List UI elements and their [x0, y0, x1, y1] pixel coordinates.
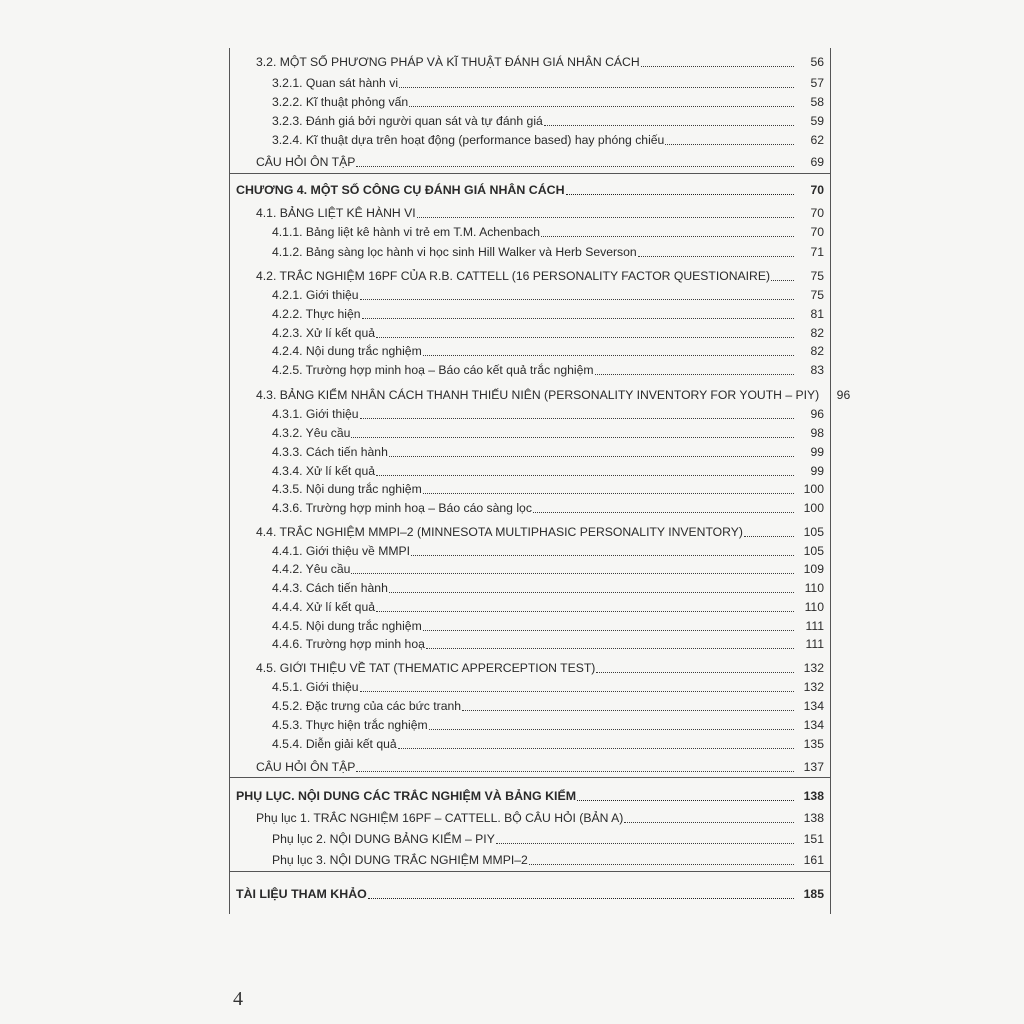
toc-section-row [230, 385, 851, 405]
toc-entry-title: 3.2.3. Đánh giá bởi người quan sát và tự đánh giá [272, 114, 543, 128]
toc-subsection-row [230, 341, 830, 361]
toc-entry-page: 132 [803, 680, 824, 694]
toc-subsection-row [230, 634, 830, 654]
toc-entry-title: 4.4.4. Xử lí kết quả [272, 600, 376, 614]
toc-entry-title: CÂU HỎI ÔN TẬP [256, 760, 356, 774]
toc-entry-page: 161 [803, 853, 824, 867]
toc-entry-title: 4.2.3. Xử lí kết quả [272, 326, 376, 340]
dot-leader [411, 554, 794, 556]
dot-leader [389, 455, 794, 457]
section-divider [230, 871, 830, 872]
toc-subsection-row [230, 323, 830, 343]
toc-entry-page: 59 [810, 114, 824, 128]
toc-entry-page: 69 [810, 155, 824, 169]
toc-subsection-row [230, 541, 830, 561]
section-divider [230, 777, 830, 778]
dot-leader [376, 336, 794, 338]
toc-entry-title: Phụ lục 1. TRẮC NGHIỆM 16PF – CATTELL. BỘ CÂU HỎI (BẢN A) [256, 811, 624, 825]
dot-leader [376, 474, 794, 476]
toc-entry-page: 110 [804, 581, 824, 595]
toc-entry-title: 4.5.1. Giới thiệu [272, 680, 359, 694]
toc-entry-page: 109 [803, 562, 824, 576]
toc-entry-title: 4.4.2. Yêu cầu [272, 562, 351, 576]
toc-subsection-row [230, 404, 830, 424]
dot-leader [417, 216, 794, 218]
toc-entry-title: 4.2. TRẮC NGHIỆM 16PF CỦA R.B. CATTELL (16 PERSONALITY FACTOR QUESTIONAIRE) [256, 269, 771, 283]
dot-leader [426, 647, 794, 649]
toc-entry-page: 58 [810, 95, 824, 109]
dot-leader [351, 572, 794, 574]
toc-entry-title: 4.1.2. Bảng sàng lọc hành vi học sinh Hill Walker và Herb Severson [272, 245, 637, 259]
toc-entry-page: 134 [803, 699, 824, 713]
toc-entry-title: 4.3.4. Xử lí kết quả [272, 464, 376, 478]
page-number: 4 [233, 988, 243, 1010]
toc-entry-title: 4.5. GIỚI THIỆU VỀ TAT (THEMATIC APPERCEPTION TEST) [256, 661, 596, 675]
toc-entry-page: 75 [810, 288, 824, 302]
toc-subsection-row [230, 73, 830, 93]
toc-entry-title: 4.3.6. Trường hợp minh hoạ – Báo cáo sàng lọc [272, 501, 532, 515]
toc-entry-page: 110 [804, 600, 824, 614]
toc-entry-title: 4.5.2. Đặc trưng của các bức tranh [272, 699, 462, 713]
toc-entry-page: 138 [803, 789, 824, 803]
toc-subsection-row [230, 578, 830, 598]
toc-subsection-row [230, 242, 830, 262]
toc-entry-title: PHỤ LỤC. NỘI DUNG CÁC TRẮC NGHIỆM VÀ BẢNG KIỂM [236, 789, 577, 803]
toc-entry-title: 4.3.3. Cách tiến hành [272, 445, 388, 459]
toc-entry-page: 185 [803, 887, 824, 901]
toc-subsection-row [230, 559, 830, 579]
toc-entry-page: 98 [810, 426, 824, 440]
toc-section-row [230, 808, 830, 828]
toc-entry-title: 4.3.1. Giới thiệu [272, 407, 359, 421]
toc-section-row [230, 266, 830, 286]
dot-leader [462, 709, 794, 711]
toc-chapter-row [230, 884, 830, 904]
toc-subsection-row [230, 222, 830, 242]
dot-leader [356, 165, 794, 167]
toc-entry-page: 83 [810, 363, 824, 377]
toc-subsection-row [230, 850, 830, 870]
dot-leader [596, 671, 794, 673]
toc-entry-title: 4.3.2. Yêu cầu [272, 426, 351, 440]
toc-subsection-row [230, 442, 830, 462]
toc-entry-title: Phụ lục 3. NỘI DUNG TRẮC NGHIỆM MMPI–2 [272, 853, 528, 867]
toc-entry-title: 3.2. MỘT SỐ PHƯƠNG PHÁP VÀ KĨ THUẬT ĐÁNH GIÁ NHÂN CÁCH [256, 55, 640, 69]
toc-section-row [230, 658, 830, 678]
toc-entry-title: 4.2.2. Thực hiện [272, 307, 361, 321]
toc-entry-title: 4.2.4. Nội dung trắc nghiệm [272, 344, 422, 358]
toc-entry-page: 138 [803, 811, 824, 825]
toc-section-row [230, 522, 830, 542]
toc-subsection-row [230, 360, 830, 380]
toc-entry-page: 135 [803, 737, 824, 751]
dot-leader [744, 535, 794, 537]
dot-leader [360, 417, 794, 419]
toc-subsection-row [230, 677, 830, 697]
toc-subsection-row [230, 616, 830, 636]
toc-entry-title: 4.4.1. Giới thiệu về MMPI [272, 544, 411, 558]
toc-entry-title: 3.2.2. Kĩ thuật phỏng vấn [272, 95, 409, 109]
dot-leader [423, 354, 794, 356]
toc-entry-title: 4.4. TRẮC NGHIỆM MMPI–2 (MINNESOTA MULTIPHASIC PERSONALITY INVENTORY) [256, 525, 743, 539]
toc-chapter-row [230, 180, 830, 200]
toc-entry-page: 99 [810, 464, 824, 478]
dot-leader [624, 821, 794, 823]
toc-entry-title: 4.4.3. Cách tiến hành [272, 581, 388, 595]
toc-subsection-row [230, 304, 830, 324]
toc-entry-page: 96 [836, 388, 851, 402]
toc-entry-page: 82 [810, 326, 824, 340]
toc-entry-page: 100 [803, 501, 824, 515]
dot-leader [362, 317, 794, 319]
toc-entry-title: CÂU HỎI ÔN TẬP [256, 155, 356, 169]
toc-entry-page: 99 [810, 445, 824, 459]
toc-entry-page: 105 [803, 525, 824, 539]
dot-leader [641, 65, 794, 67]
dot-leader [595, 373, 794, 375]
toc-entry-page: 75 [810, 269, 824, 283]
toc-entry-title: 4.2.5. Trường hợp minh hoạ – Báo cáo kết quả trắc nghiệm [272, 363, 594, 377]
toc-entry-title: TÀI LIỆU THAM KHẢO [236, 887, 367, 901]
toc-entry-page: 70 [810, 225, 824, 239]
toc-entry-page: 56 [810, 55, 824, 69]
toc-entry-title: 4.4.6. Trường hợp minh hoạ [272, 637, 425, 651]
toc-subsection-row [230, 461, 830, 481]
dot-leader [398, 747, 794, 749]
toc-subsection-row [230, 479, 830, 499]
toc-section-row [230, 52, 830, 72]
toc-entry-page: 70 [810, 206, 824, 220]
dot-leader [541, 235, 794, 237]
toc-subsection-row [230, 696, 830, 716]
toc-entry-page: 151 [803, 832, 824, 846]
dot-leader [423, 629, 794, 631]
toc-subsection-row [230, 715, 830, 735]
dot-leader [771, 279, 794, 281]
toc-entry-page: 134 [803, 718, 824, 732]
toc-subsection-row [230, 734, 830, 754]
dot-leader [496, 842, 794, 844]
toc-entry-page: 71 [810, 245, 824, 259]
toc-entry-title: 4.1.1. Bảng liệt kê hành vi trẻ em T.M. Achenbach [272, 225, 541, 239]
toc-entry-title: 3.2.4. Kĩ thuật dựa trên hoạt động (performance based) hay phóng chiếu [272, 133, 665, 147]
table-of-contents [229, 48, 851, 914]
toc-entry-title: 4.3. BẢNG KIỂM NHÂN CÁCH THANH THIẾU NIÊN (PERSONALITY INVENTORY FOR YOUTH – PIY) [256, 388, 820, 402]
toc-entry-title: 4.4.5. Nội dung trắc nghiệm [272, 619, 422, 633]
toc-subsection-row [230, 829, 830, 849]
toc-subsection-row [230, 498, 830, 518]
dot-leader [360, 298, 794, 300]
toc-subsection-row [230, 130, 830, 150]
toc-entry-page: 81 [810, 307, 824, 321]
toc-entry-title: 4.3.5. Nội dung trắc nghiệm [272, 482, 422, 496]
toc-entry-title: 4.2.1. Giới thiệu [272, 288, 359, 302]
dot-leader [356, 770, 794, 772]
toc-chapter-row [230, 786, 830, 806]
toc-entry-title: Phụ lục 2. NỘI DUNG BẢNG KIỂM – PIY [272, 832, 495, 846]
dot-leader [529, 863, 794, 865]
toc-entry-page: 100 [803, 482, 824, 496]
toc-entry-page: 111 [805, 637, 824, 651]
dot-leader [665, 143, 794, 145]
toc-entry-page: 82 [810, 344, 824, 358]
dot-leader [399, 86, 794, 88]
toc-subsection-row [230, 597, 830, 617]
dot-leader [360, 690, 794, 692]
section-divider [230, 173, 830, 174]
dot-leader [638, 255, 794, 257]
dot-leader [409, 105, 794, 107]
toc-entry-page: 96 [810, 407, 824, 421]
toc-section-row [230, 152, 830, 172]
toc-entry-title: 4.5.3. Thực hiện trắc nghiệm [272, 718, 428, 732]
toc-entry-title: CHƯƠNG 4. MỘT SỐ CÔNG CỤ ĐÁNH GIÁ NHÂN CÁCH [236, 183, 565, 197]
dot-leader [368, 897, 794, 899]
toc-entry-page: 70 [810, 183, 824, 197]
toc-entry-page: 57 [810, 76, 824, 90]
dot-leader [577, 799, 794, 801]
toc-entry-page: 111 [805, 619, 824, 633]
toc-section-row [230, 757, 830, 777]
toc-subsection-row [230, 92, 830, 112]
toc-entry-title: 4.1. BẢNG LIỆT KÊ HÀNH VI [256, 206, 416, 220]
toc-subsection-row [230, 111, 830, 131]
toc-entry-page: 105 [803, 544, 824, 558]
toc-entry-title: 3.2.1. Quan sát hành vi [272, 76, 399, 90]
dot-leader [376, 610, 794, 612]
toc-subsection-row [230, 423, 830, 443]
toc-entry-page: 132 [803, 661, 824, 675]
dot-leader [351, 436, 794, 438]
toc-entry-page: 137 [803, 760, 824, 774]
toc-entry-title: 4.5.4. Diễn giải kết quả [272, 737, 397, 751]
dot-leader [389, 591, 794, 593]
dot-leader [423, 492, 794, 494]
dot-leader [566, 193, 794, 195]
dot-leader [544, 124, 794, 126]
toc-subsection-row [230, 285, 830, 305]
dot-leader [533, 511, 794, 513]
toc-entry-page: 62 [810, 133, 824, 147]
toc-section-row [230, 203, 830, 223]
dot-leader [429, 728, 794, 730]
